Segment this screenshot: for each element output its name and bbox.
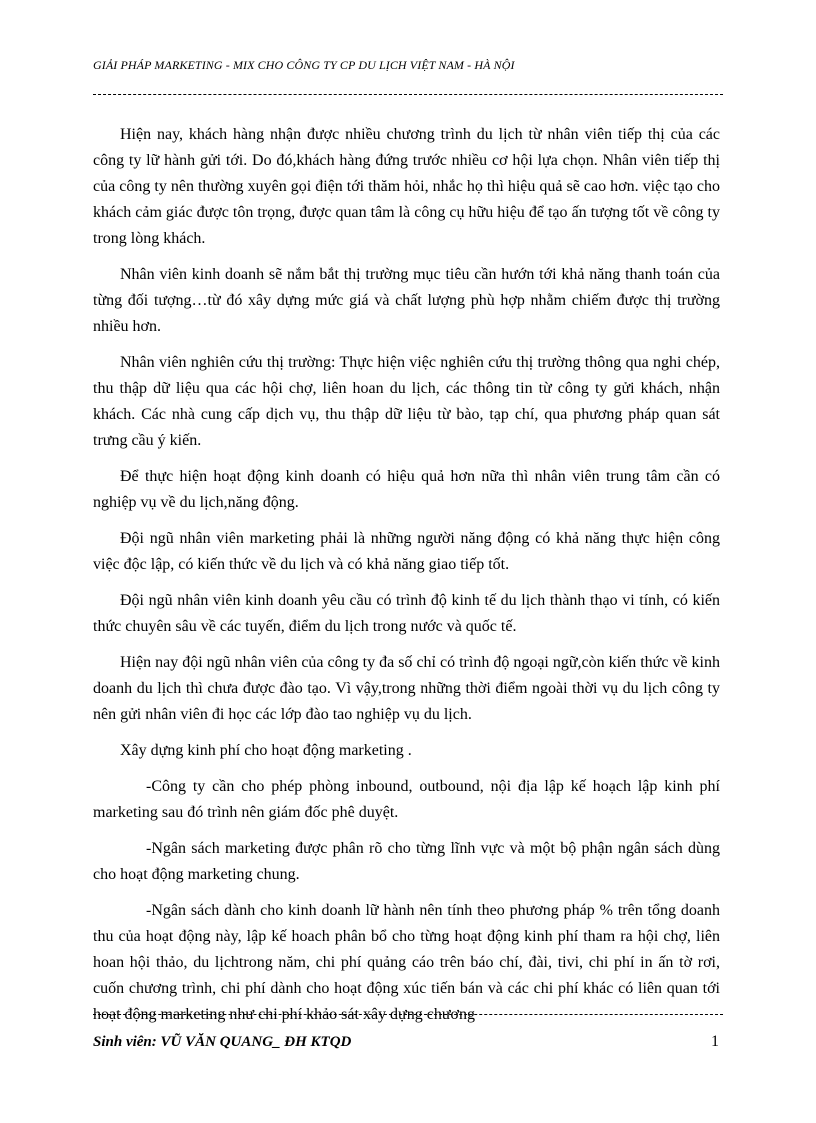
paragraph: Nhân viên kinh doanh sẽ nắm bắt thị trường mục tiêu cần hướn tới khả năng thanh toán của từng đối tượng…từ đó xây dựng mức giá và chất lượng phù hợp nhằm chiếm được thị trường nhiều hơn. — [93, 266, 720, 335]
page-number: 1 — [711, 1033, 719, 1050]
header-divider — [93, 94, 723, 95]
list-item-paragraph: -Ngân sách dành cho kinh doanh lữ hành nên tính theo phương pháp % trên tổng doanh thu của hoạt động này, lập kế hoach phân bổ cho từng hoạt động kinh phí tham ra hội chợ, liên hoan hội thảo, du lịchtrong năm, chi phí quảng cáo trên báo chí, đài, tivi, chi phí in ấn tờ rơi, cuốn chương trình, chi phí dành cho hoạt động xúc tiến bán và các chi phí khác có liên quan tới hoạt động marketing như chi phí khảo sát xây dựng chương — [93, 902, 720, 1023]
list-item-paragraph: -Ngân sách marketing được phân rõ cho từng lĩnh vực và một bộ phận ngân sách dùng cho hoạt động marketing chung. — [93, 840, 720, 883]
paragraph: Để thực hiện hoạt động kinh doanh có hiệu quả hơn nữa thì nhân viên trung tâm cần có nghiệp vụ về du lịch,năng động. — [93, 468, 720, 511]
footer-divider — [93, 1014, 723, 1015]
paragraph: Hiện nay, khách hàng nhận được nhiều chương trình du lịch từ nhân viên tiếp thị của các công ty lữ hành gửi tới. Do đó,khách hàng đứng trước nhiều cơ hội lựa chọn. Nhân viên tiếp thị của công ty nên thường xuyên gọi điện tới thăm hỏi, nhắc họ thì hiệu quả sẽ cao hơn. việc tạo cho khách cảm giác được tôn trọng, được quan tâm là công cụ hữu hiệu để tạo ấn tượng tốt về công ty trong lòng khách. — [93, 126, 720, 247]
document-body — [93, 122, 720, 1038]
list-item-paragraph: -Công ty cần cho phép phòng inbound, outbound, nội địa lập kế hoạch lập kinh phí marketing sau đó trình nên giám đốc phê duyệt. — [93, 778, 720, 821]
paragraph: Nhân viên nghiên cứu thị trường: Thực hiện việc nghiên cứu thị trường thông qua nghi chép, thu thập dữ liệu qua các hội chợ, liên hoan du lịch, các thông tin từ công ty gửi khách, nhận khách. Các nhà cung cấp dịch vụ, thu thập dữ liệu từ bào, tạp chí, qua phương pháp quan sát trưng cầu ý kiến. — [93, 354, 720, 449]
paragraph: Hiện nay đội ngũ nhân viên của công ty đa số chỉ có trình độ ngoại ngữ,còn kiến thức về kinh doanh du lịch thì chưa được đào tạo. Vì vậy,trong những thời điểm ngoài thời vụ du lịch công ty nên gửi nhân viên đi học các lớp đào tao nghiệp vụ du lịch. — [93, 654, 720, 723]
paragraph: Đội ngũ nhân viên marketing phải là những người năng động có khả năng thực hiện công việc độc lập, có kiến thức về du lịch và có khả năng giao tiếp tốt. — [93, 530, 720, 573]
footer-author: Sinh viên: VŨ VĂN QUANG_ ĐH KTQD — [93, 1034, 352, 1050]
page-header-title: GIẢI PHÁP MARKETING - MIX CHO CÔNG TY CP DU LỊCH VIỆT NAM - HÀ NỘI — [93, 58, 515, 72]
paragraph: Đội ngũ nhân viên kinh doanh yêu cầu có trình độ kinh tế du lịch thành thạo vi tính, có kiến thức chuyên sâu về các tuyến, điểm du lịch trong nước và quốc tế. — [93, 592, 720, 635]
section-heading: Xây dựng kinh phí cho hoạt động marketing . — [120, 742, 412, 759]
